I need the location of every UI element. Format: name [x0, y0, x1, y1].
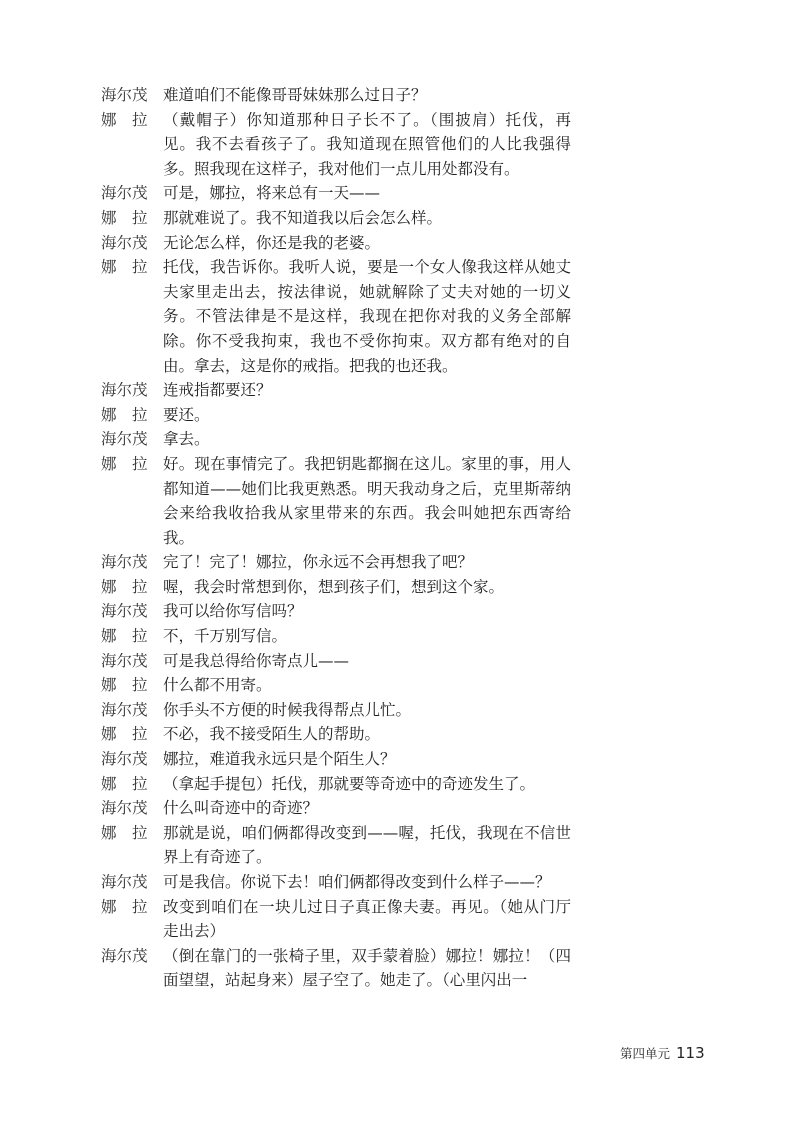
dialogue-line — [101, 181, 571, 206]
speaker-name: 海尔茂 — [101, 700, 148, 719]
dialogue-line — [101, 452, 571, 550]
speech-text: （倒在靠门的一张椅子里，双手蒙着脸）娜拉！娜拉！（四面望望，站起身来）屋子空了。她走了。（心里闪出一 — [163, 946, 571, 990]
page-footer — [620, 1044, 740, 1062]
dialogue-line — [101, 649, 571, 674]
speech-text: 你手头不方便的时候我得帮点儿忙。 — [163, 700, 412, 719]
speech-text: 无论怎么样，你还是我的老婆。 — [163, 233, 381, 252]
speaker-name: 娜 拉 — [101, 454, 148, 473]
speech-text: 难道咱们不能像哥哥妹妹那么过日子？ — [163, 86, 427, 104]
dialogue-line — [101, 821, 571, 870]
speech-text: （戴帽子）你知道那种日子长不了。（围披肩）托伐，再见。我不去看孩子了。我知道现在照管他们的人比我强得多。照我现在这样子，我对他们一点儿用处都没有。 — [163, 110, 571, 178]
speaker-name: 海尔茂 — [101, 381, 148, 400]
dialogue-line — [101, 796, 571, 821]
speaker-name: 娜 拉 — [101, 774, 148, 793]
speaker-name: 娜 拉 — [101, 725, 148, 744]
speech-text: 什么叫奇迹中的奇迹？ — [163, 799, 319, 818]
speaker-name: 海尔茂 — [101, 651, 148, 670]
speech-text: （拿起手提包）托伐，那就要等奇迹中的奇迹发生了。 — [163, 774, 536, 793]
dialogue-line — [101, 378, 571, 403]
speech-text: 我可以给你写信吗？ — [163, 602, 303, 621]
speech-text: 不必，我不接受陌生人的帮助。 — [163, 725, 381, 744]
speaker-name: 娜 拉 — [101, 405, 148, 424]
speech-text: 娜拉，难道我永远只是个陌生人？ — [163, 750, 396, 769]
dialogue-line — [101, 599, 571, 624]
dialogue-block — [101, 83, 571, 993]
dialogue-line — [101, 698, 571, 723]
speaker-name: 娜 拉 — [101, 110, 148, 129]
speaker-name: 娜 拉 — [101, 627, 148, 646]
speech-text: 可是，娜拉，将来总有一天—— — [163, 184, 381, 203]
dialogue-line — [101, 427, 571, 452]
speaker-name: 娜 拉 — [101, 676, 148, 695]
speech-text: 好。现在事情完了。我把钥匙都搁在这儿。家里的事，用人都知道——她们比我更熟悉。明天我动身之后，克里斯蒂纳会来给我收拾我从家里带来的东西。我会叫她把东西寄给我。 — [163, 454, 571, 547]
speaker-name: 海尔茂 — [101, 799, 148, 818]
speech-text: 连戒指都要还？ — [163, 381, 272, 400]
speech-text: 拿去。 — [163, 430, 210, 449]
speaker-name: 海尔茂 — [101, 233, 148, 252]
speech-text: 喔，我会时常想到你，想到孩子们，想到这个家。 — [163, 577, 505, 596]
speech-text: 可是我总得给你寄点儿—— — [163, 651, 350, 670]
speaker-name: 海尔茂 — [101, 873, 148, 891]
dialogue-line — [101, 108, 571, 182]
dialogue-line — [101, 772, 571, 797]
speech-text: 那就是说，咱们俩都得改变到——喔，托伐，我现在不信世界上有奇迹了。 — [163, 823, 571, 867]
speaker-name: 海尔茂 — [101, 184, 148, 203]
speaker-name: 海尔茂 — [101, 553, 148, 572]
speech-text: 完了！完了！娜拉，你永远不会再想我了吧？ — [163, 553, 474, 572]
dialogue-line — [101, 255, 571, 378]
dialogue-line — [101, 624, 571, 649]
speaker-name: 娜 拉 — [101, 208, 148, 227]
dialogue-line — [101, 206, 571, 231]
speaker-name: 海尔茂 — [101, 430, 148, 449]
speaker-name: 海尔茂 — [101, 602, 148, 621]
dialogue-line — [101, 747, 571, 772]
speech-text: 那就难说了。我不知道我以后会怎么样。 — [163, 208, 443, 227]
page-number: 113 — [676, 1044, 705, 1062]
unit-label: 第四单元 — [620, 1046, 671, 1061]
dialogue-line — [101, 895, 571, 944]
speaker-name: 娜 拉 — [101, 258, 148, 277]
speaker-name: 海尔茂 — [101, 946, 148, 965]
speaker-name: 海尔茂 — [101, 750, 148, 769]
speaker-name: 娜 拉 — [101, 897, 148, 916]
speech-text: 托伐，我告诉你。我听人说，要是一个女人像我这样从她丈夫家里走出去，按法律说，她就解除了丈夫对她的一切义务。不管法律是不是这样，我现在把你对我的义务全部解除。你不受我拘束，我也不受你拘束。双方都有绝对的自由。拿去，这是你的戒指。把我的也还我。 — [163, 258, 571, 375]
speech-text: 可是我信。你说下去！咱们俩都得改变到什么样子——？ — [163, 873, 551, 891]
dialogue-line — [101, 673, 571, 698]
speech-text: 要还。 — [163, 405, 210, 424]
speech-text: 什么都不用寄。 — [163, 676, 272, 695]
dialogue-line — [101, 944, 571, 993]
speech-text: 改变到咱们在一块儿过日子真正像夫妻。再见。（她从门厅走出去） — [163, 897, 571, 941]
dialogue-line — [101, 231, 571, 256]
speech-text: 不，千万别写信。 — [163, 627, 288, 646]
dialogue-line — [101, 722, 571, 747]
dialogue-line — [101, 550, 571, 575]
dialogue-line — [101, 403, 571, 428]
speaker-name: 娜 拉 — [101, 577, 148, 596]
dialogue-line — [101, 575, 571, 600]
speaker-name: 海尔茂 — [101, 86, 148, 104]
dialogue-line — [101, 870, 571, 895]
dialogue-line — [101, 83, 571, 108]
speaker-name: 娜 拉 — [101, 823, 148, 842]
